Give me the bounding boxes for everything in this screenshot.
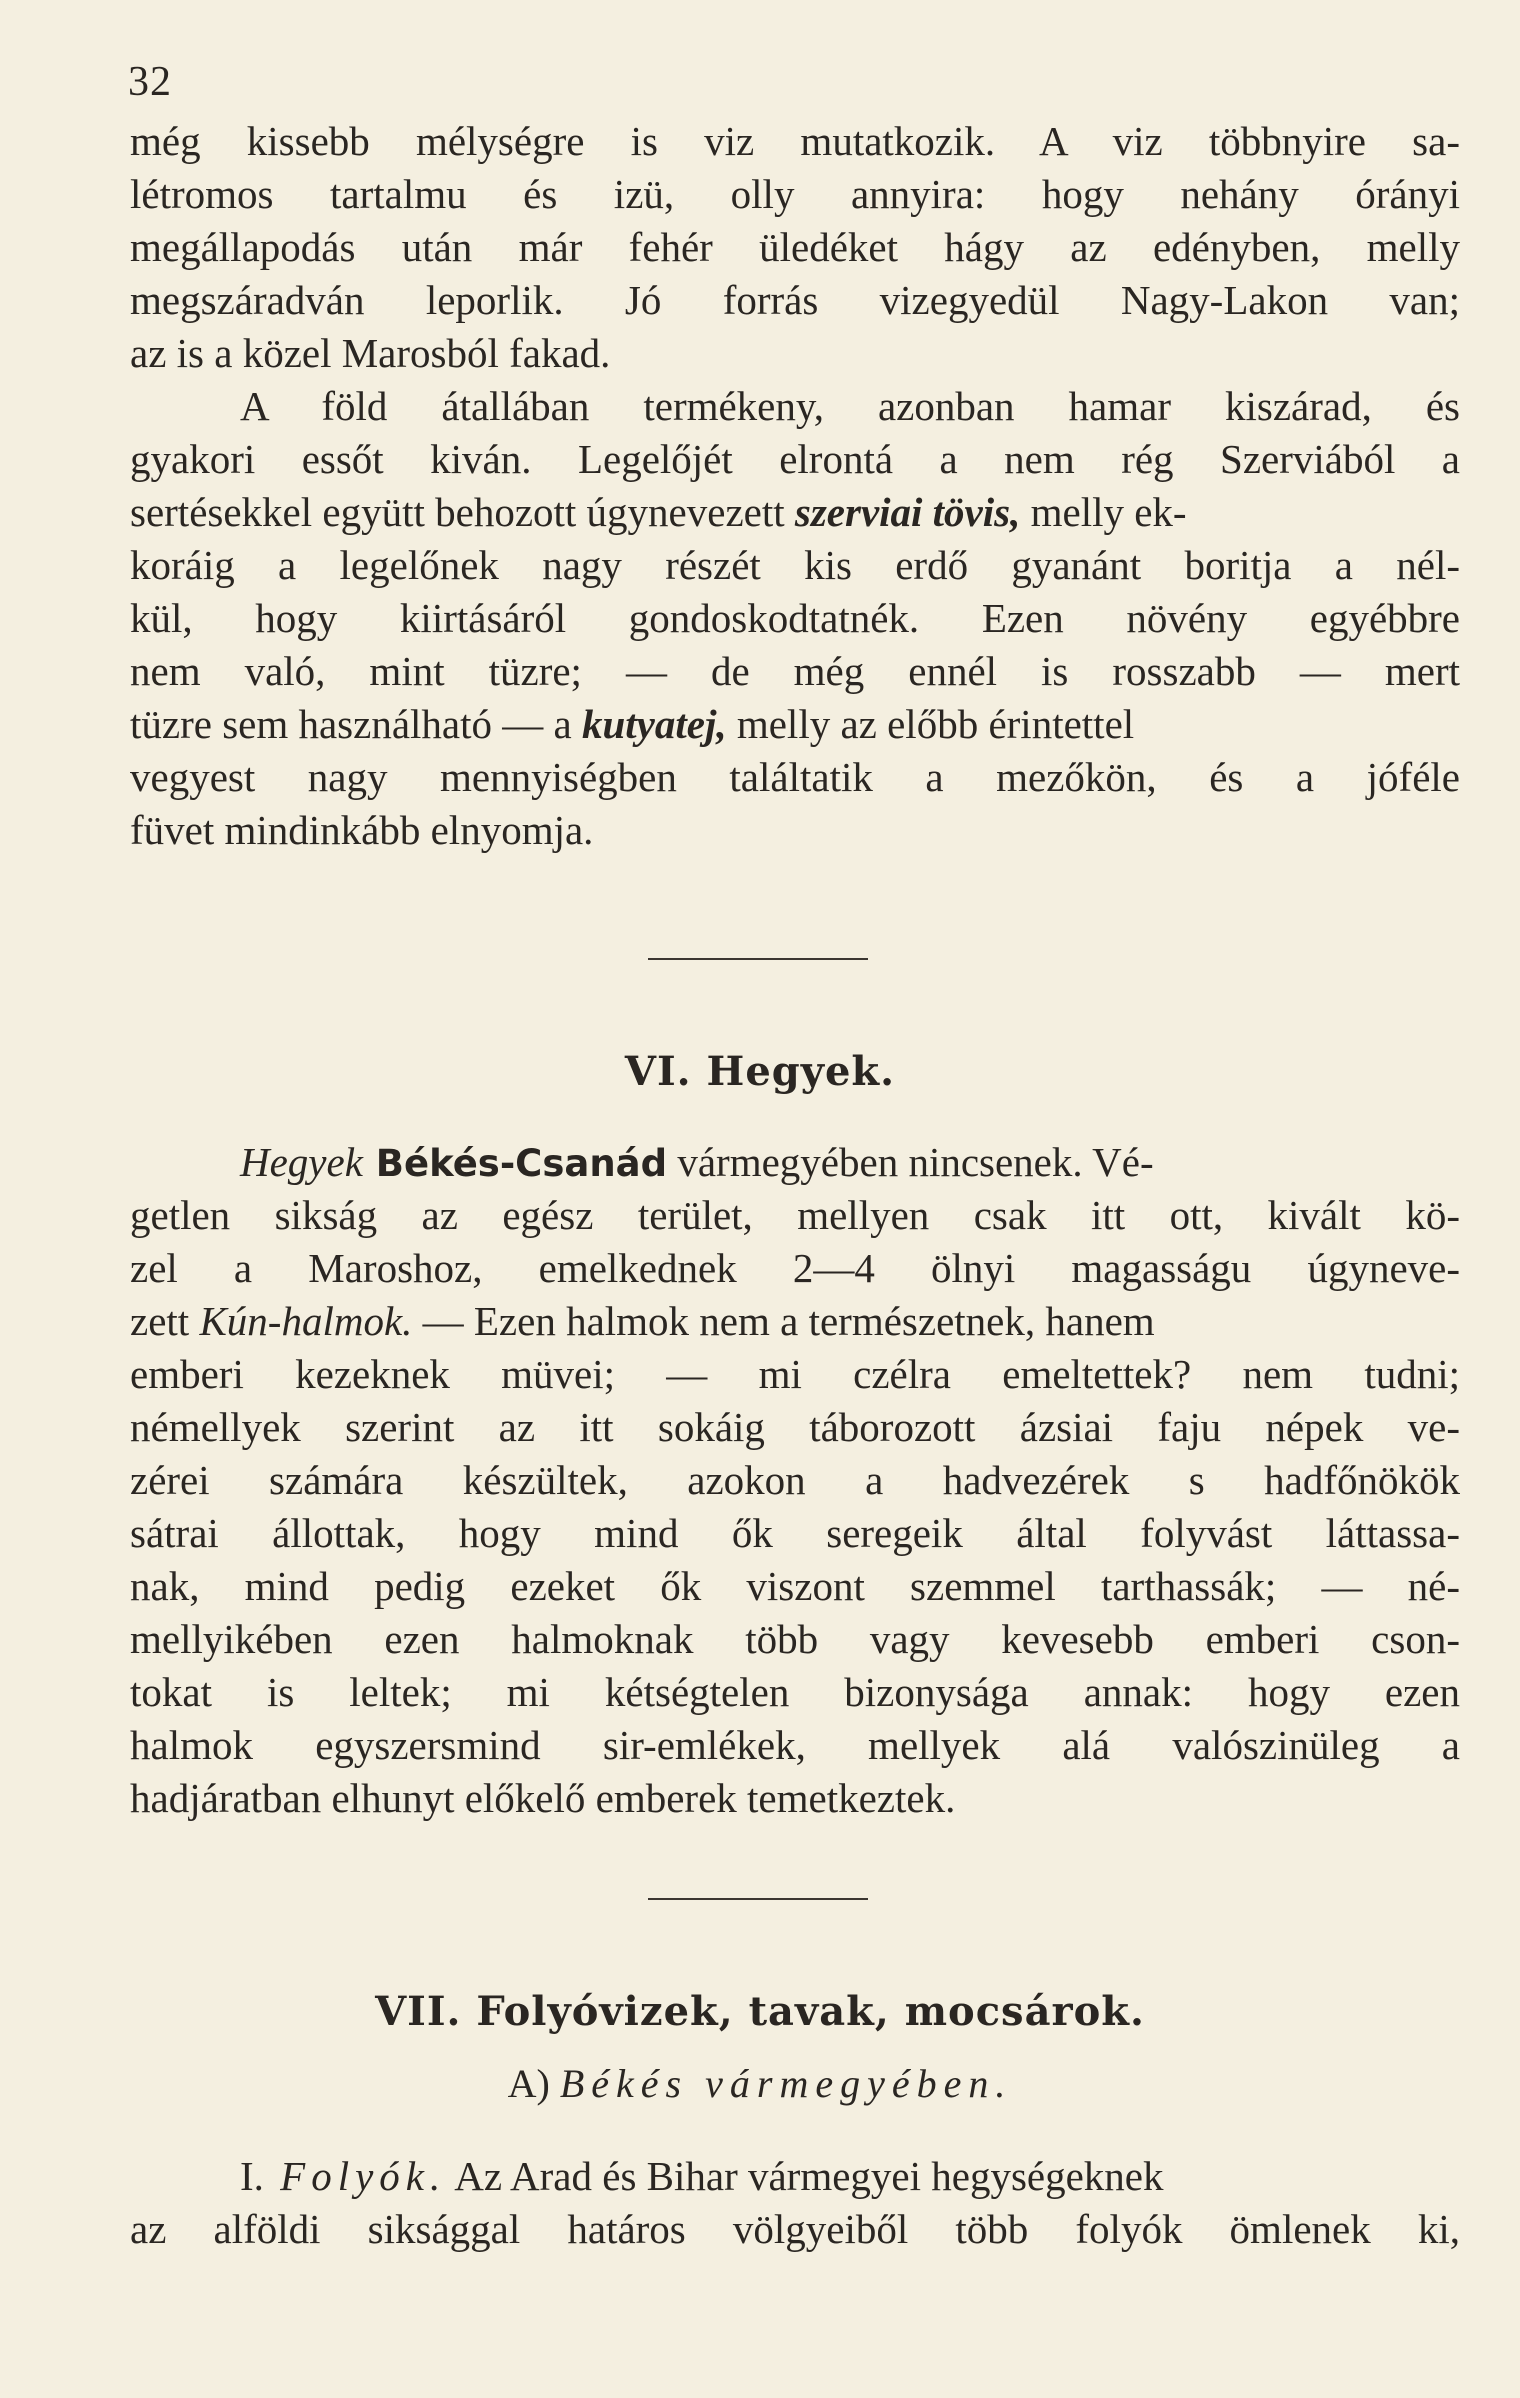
- text-span: sertésekkel együtt behozott úgynevezett: [130, 489, 795, 535]
- paragraph-rivers: [130, 2150, 1460, 2256]
- text-line: gyakori essőt kiván. Legelőjét elrontá a nem rég Szerviából a: [130, 436, 1460, 482]
- text-line: vegyest nagy mennyiségben találtatik a mezőkön, és a jóféle: [130, 754, 1460, 800]
- section-heading: VII. Folyóvizek, tavak, mocsárok.: [375, 1988, 1145, 2035]
- section-heading: VI. Hegyek.: [624, 1048, 896, 1095]
- text-line: zérei számára készültek, azokon a hadvezérek s hadfőnökök: [130, 1457, 1460, 1503]
- paragraph-mountains: [130, 1136, 1460, 1825]
- text-line: füvet mindinkább elnyomja.: [130, 807, 594, 853]
- emphasis-term: Kún-halmok.: [199, 1298, 413, 1344]
- text-line: nem való, mint tüzre; — de még ennél is rosszabb — mert: [130, 648, 1460, 694]
- text-line: kül, hogy kiirtásáról gondoskodtatnék. Ezen növény egyébbre: [130, 595, 1460, 641]
- text-line: megállapodás után már fehér üledéket hágy az edényben, melly: [130, 224, 1460, 270]
- emphasis-term: szerviai tövis,: [794, 489, 1021, 535]
- text-line: nak, mind pedig ezeket ők viszont szemmel tarthassák; — né-: [130, 1563, 1460, 1609]
- text-line: az alföldi siksággal határos völgyeiből több folyók ömlenek ki,: [130, 2206, 1460, 2252]
- text-span: zett: [130, 1298, 200, 1344]
- subheading-prefix: A): [507, 2061, 550, 2106]
- text-line: sátrai állottak, hogy mind ők seregeik által folyvást láttassa-: [130, 1510, 1460, 1556]
- text-line: létromos tartalmu és izü, olly annyira: hogy nehány órányi: [130, 171, 1460, 217]
- emphasis-term: kutyatej,: [581, 701, 727, 747]
- text-span: — Ezen halmok nem a természetnek, hanem: [412, 1298, 1155, 1344]
- text-line: A föld átallában termékeny, azonban hamar kiszárad, és: [240, 383, 1460, 429]
- text-span: Az Arad és Bihar vármegyei hegységeknek: [446, 2153, 1164, 2199]
- text-line: [130, 486, 1460, 539]
- text-line: [130, 698, 1460, 751]
- text-line: hadjáratban elhunyt előkelő emberek temetkeztek.: [130, 1775, 956, 1821]
- item-number: I.: [240, 2153, 264, 2199]
- text-line: megszáradván leporlik. Jó forrás vizegyedül Nagy-Lakon van;: [130, 277, 1460, 323]
- divider: [648, 958, 868, 960]
- text-line: koráig a legelőnek nagy részét kis erdő gyanánt boritja a nél-: [130, 542, 1460, 588]
- text-line: [130, 1295, 1460, 1348]
- divider: [648, 1898, 868, 1900]
- text-line: [130, 1136, 1460, 1189]
- text-span: melly az előbb érintettel: [726, 701, 1135, 747]
- text-span: vármegyében nincsenek. Vé-: [667, 1139, 1154, 1185]
- text-line: getlen sikság az egész terület, mellyen csak itt ott, kivált kö-: [130, 1192, 1460, 1238]
- text-line: halmok egyszersmind sir-emlékek, mellyek alá valószinüleg a: [130, 1722, 1460, 1768]
- county-name: Békés-Csanád: [362, 1142, 668, 1185]
- text-line: zel a Maroshoz, emelkednek 2—4 ölnyi magasságu úgyneve-: [130, 1245, 1460, 1291]
- text-span: melly ek-: [1020, 489, 1187, 535]
- subheading-title: Békés vármegyében.: [559, 2061, 1013, 2106]
- page-number: 32: [128, 59, 172, 105]
- text-line: tokat is leltek; mi kétségtelen bizonysága annak: hogy ezen: [130, 1669, 1460, 1715]
- emphasis-term: Folyók.: [263, 2153, 447, 2199]
- text-span: tüzre sem használható — a: [130, 701, 582, 747]
- text-line: mellyikében ezen halmoknak több vagy kevesebb emberi cson-: [130, 1616, 1460, 1662]
- emphasis-term: Hegyek: [240, 1139, 363, 1185]
- paragraph-soil: [130, 115, 1460, 857]
- text-line: emberi kezeknek müvei; — mi czélra emeltettek? nem tudni;: [130, 1351, 1460, 1397]
- section-subheading: [0, 2060, 1520, 2107]
- text-line: [130, 2150, 1460, 2203]
- text-line: némellyek szerint az itt sokáig táborozott ázsiai faju népek ve-: [130, 1404, 1460, 1450]
- text-line: még kissebb mélységre is viz mutatkozik. A viz többnyire sa-: [130, 118, 1460, 164]
- text-line: az is a közel Marosból fakad.: [130, 330, 611, 376]
